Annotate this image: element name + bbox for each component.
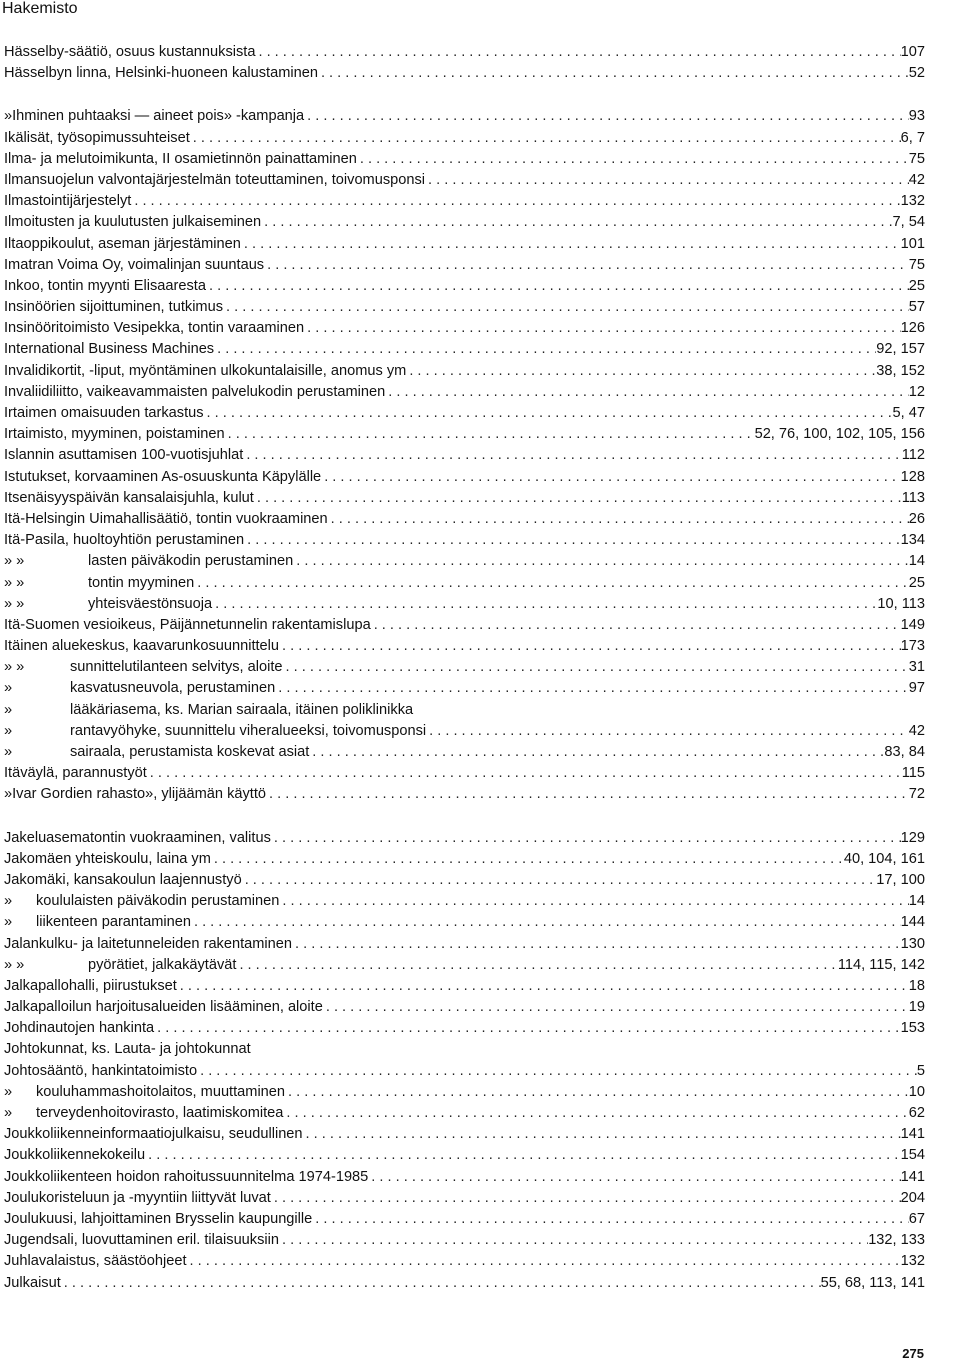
index-entry <box>4 934 925 955</box>
page-references: 52, 76, 100, 102, 105, 156 <box>754 426 925 443</box>
index-term: Jalkapalloilun harjoitusalueiden lisääminen, aloite <box>4 999 323 1016</box>
index-entry <box>4 318 925 339</box>
index-entry <box>4 424 925 445</box>
dot-leader <box>285 1082 909 1103</box>
dot-leader <box>223 297 909 318</box>
page-references: 57 <box>908 299 925 316</box>
page-references: 5 <box>916 1062 925 1079</box>
dot-leader <box>303 1124 901 1145</box>
page-references: 5, 47 <box>892 405 925 421</box>
index-term: Jakomäen yhteiskoulu, laina ym <box>4 850 211 867</box>
dot-leader <box>236 955 837 976</box>
index-term: Joukkoliikenteen hoidon rahoitussuunnitelma 1974-1985 <box>4 1168 369 1185</box>
index-entry <box>4 849 925 870</box>
dot-leader <box>254 488 902 509</box>
dot-leader <box>147 763 902 784</box>
index-term: Julkaisut <box>4 1274 61 1291</box>
index-term: Islannin asuttamisen 100-vuotisjuhlat <box>4 447 244 464</box>
index-entry <box>4 721 925 742</box>
index-entry <box>4 678 925 699</box>
page-references: 129 <box>900 829 925 846</box>
page-references: 67 <box>908 1210 925 1227</box>
page-references: 52 <box>908 65 925 82</box>
page-references: 18 <box>908 977 925 994</box>
index-term: pyörätiet, jalkakäytävät <box>88 956 237 973</box>
page-references: 141 <box>900 1126 925 1143</box>
page-references: 114, 115, 142 <box>837 956 925 973</box>
index-term: »Ihminen puhtaaksi — aineet pois» -kampanja <box>4 108 305 125</box>
page-references: 25 <box>908 574 925 591</box>
dot-leader <box>312 1209 909 1230</box>
dot-leader <box>406 361 876 382</box>
page-references: 132 <box>900 1253 925 1270</box>
page-references: 42 <box>908 171 925 188</box>
dot-leader <box>241 234 901 255</box>
index-term: Inkoo, tontin myynti Elisaaresta <box>4 277 206 294</box>
index-entry <box>4 170 925 191</box>
index-entry <box>4 955 925 976</box>
dot-leader <box>293 551 909 572</box>
page-references: 75 <box>908 256 925 273</box>
index-term: Ilmastointijärjestelyt <box>4 193 132 210</box>
dot-leader <box>271 828 901 849</box>
page-references: 72 <box>908 786 925 803</box>
index-term: Jugendsali, luovuttaminen eril. tilaisuuksiin <box>4 1232 279 1249</box>
index-entry <box>4 42 925 63</box>
page-references: 101 <box>900 235 925 252</box>
index-entry <box>4 1039 925 1060</box>
index-entry <box>4 1251 925 1272</box>
dot-leader <box>244 530 901 551</box>
dot-leader <box>243 445 901 466</box>
page-references: 144 <box>900 914 925 931</box>
index-term: Jalkapallohalli, piirustukset <box>4 977 177 994</box>
page-references: 19 <box>908 999 925 1016</box>
index-term: Ilma- ja melutoimikunta, II osamietinnön painattaminen <box>4 150 357 167</box>
page-references: 14 <box>908 893 925 910</box>
dot-leader <box>204 403 893 424</box>
index-term: Hässelbyn linna, Helsinki-huoneen kalustaminen <box>4 65 318 82</box>
index-entry <box>4 255 925 276</box>
index-entry <box>4 509 925 530</box>
page-references: 26 <box>908 510 925 527</box>
ditto-mark: » » <box>4 574 25 591</box>
index-entry <box>4 784 925 805</box>
ditto-mark: » » <box>4 553 25 570</box>
dot-leader <box>279 636 901 657</box>
index-term: Jakomäki, kansakoulun laajennustyö <box>4 871 242 888</box>
page-references: 93 <box>908 108 925 125</box>
index-term: Ilmansuojelun valvontajärjestelmän toteuttaminen, toivomusponsi <box>4 171 426 188</box>
index-entry <box>4 234 925 255</box>
index-entry <box>4 361 925 382</box>
ditto-mark: » <box>4 1105 13 1121</box>
index-term: Itä-Suomen vesioikeus, Päijännetunnelin rakentamislupa <box>4 616 371 633</box>
page-references: 17, 100 <box>876 871 925 888</box>
page-heading: Hakemisto <box>2 0 78 17</box>
index-entry <box>4 1061 925 1082</box>
index-term: kasvatusneuvola, perustaminen <box>70 680 276 697</box>
index-term: lasten päiväkodin perustaminen <box>88 553 294 570</box>
ditto-mark: » <box>4 893 13 910</box>
index-entry <box>4 997 925 1018</box>
index-entry <box>4 615 925 636</box>
index-term: Joulukoristeluun ja -myyntiin liittyvät luvat <box>4 1189 271 1206</box>
dot-leader <box>131 191 900 212</box>
index-term: sunnittelutilanteen selvitys, aloite <box>70 659 283 676</box>
page-references: 149 <box>900 616 925 633</box>
index-term: lääkäriasema, ks. Marian sairaala, itäinen poliklinikka <box>70 701 414 718</box>
page-references: 115 <box>901 765 925 782</box>
dot-leader <box>177 976 909 997</box>
page-number: 275 <box>902 1346 924 1361</box>
index-term: Insinööritoimisto Vesipekka, tontin varaaminen <box>4 320 305 337</box>
index-term: Johdinautojen hankinta <box>4 1020 155 1037</box>
index-entry <box>4 445 925 466</box>
index-term: Irtaimisto, myyminen, poistaminen <box>4 426 225 443</box>
index-entry <box>4 339 925 360</box>
page-references: 113 <box>901 489 925 506</box>
index-entry <box>4 1273 925 1294</box>
dot-leader <box>368 1167 900 1188</box>
index-term: kouluhammashoitolaitos, muuttaminen <box>36 1083 286 1100</box>
ditto-mark: » <box>4 680 13 697</box>
page-references: 14 <box>908 553 925 570</box>
index-entry <box>4 1209 925 1230</box>
index-entry <box>4 891 925 912</box>
index-entry <box>4 63 925 84</box>
dot-leader <box>321 467 900 488</box>
page-references: 134 <box>900 532 925 549</box>
page-references: 112 <box>901 447 925 464</box>
index-term: Invalidikortit, -liput, myöntäminen ulkokuntalaisille, anomus ym <box>4 362 407 379</box>
dot-leader <box>255 42 900 63</box>
page-references: 173 <box>900 638 925 655</box>
group-spacer <box>4 84 925 106</box>
index-entry <box>4 828 925 849</box>
index-entry <box>4 573 925 594</box>
page-references: 25 <box>908 277 925 294</box>
dot-leader <box>145 1145 900 1166</box>
page-references: 12 <box>908 383 925 400</box>
index-term: »Ivar Gordien rahasto», ylijäämän käyttö <box>4 786 267 803</box>
page-references: 83, 84 <box>884 744 925 760</box>
index-term: Johtosääntö, hankintatoimisto <box>4 1062 198 1079</box>
index-entry <box>4 212 925 233</box>
dot-leader <box>328 509 909 530</box>
index-term: Itä-Pasila, huoltoyhtiön perustaminen <box>4 532 245 549</box>
dot-leader <box>225 424 755 445</box>
index-term: Joukkoliikenneinformaatiojulkaisu, seudullinen <box>4 1126 303 1143</box>
dot-leader <box>242 870 877 891</box>
index-term: International Business Machines <box>4 341 215 358</box>
index-entry <box>4 657 925 678</box>
index-entry <box>4 976 925 997</box>
index-entry <box>4 403 925 424</box>
dot-leader <box>212 594 877 615</box>
index-term: Imatran Voima Oy, voimalinjan suuntaus <box>4 256 265 273</box>
page-references: 154 <box>900 1147 925 1164</box>
dot-leader <box>194 573 909 594</box>
index-term: Itsenäisyyspäivän kansalaisjuhla, kulut <box>4 489 254 506</box>
dot-leader <box>357 149 909 170</box>
index-term: Itäväylä, parannustyöt <box>4 765 147 782</box>
index-entry <box>4 382 925 403</box>
dot-leader <box>206 276 909 297</box>
page-references: 42 <box>908 722 925 739</box>
index-entry <box>4 1124 925 1145</box>
page-references: 132 <box>900 193 925 210</box>
dot-leader <box>271 1188 901 1209</box>
dot-leader <box>279 1230 868 1251</box>
page-references: 75 <box>908 150 925 167</box>
index-entry <box>4 530 925 551</box>
index-entry <box>4 1145 925 1166</box>
dot-leader <box>283 657 909 678</box>
page-references: 40, 104, 161 <box>843 850 925 867</box>
index-term: rantavyöhyke, suunnittelu viheralueeksi, toivomusponsi <box>70 722 427 739</box>
index-entry <box>4 149 925 170</box>
dot-leader <box>154 1018 901 1039</box>
index-term: Ikälisät, työsopimussuhteiset <box>4 129 190 146</box>
index-term: Jakeluasematontin vuokraaminen, valitus <box>4 829 271 846</box>
index-term: terveydenhoitovirasto, laatimiskomitea <box>36 1105 284 1121</box>
index-entry <box>4 870 925 891</box>
index-entry <box>4 297 925 318</box>
dot-leader <box>275 678 909 699</box>
page-references: 55, 68, 113, 141 <box>820 1274 925 1291</box>
page-references: 141 <box>900 1168 925 1185</box>
dot-leader <box>266 784 909 805</box>
page-references: 153 <box>900 1020 925 1037</box>
dot-leader <box>279 891 908 912</box>
page-references: 126 <box>900 320 925 337</box>
index-entry <box>4 106 925 127</box>
ditto-mark: » <box>4 914 13 931</box>
index-list <box>4 42 925 1294</box>
index-term: Iltaoppikoulut, aseman järjestäminen <box>4 235 241 252</box>
index-term: Insinöörien sijoittuminen, tutkimus <box>4 299 224 316</box>
index-entry <box>4 467 925 488</box>
dot-leader <box>211 849 844 870</box>
index-term: Itä-Helsingin Uimahallisäätiö, tontin vuokraaminen <box>4 510 328 527</box>
group-spacer <box>4 806 925 828</box>
index-entry <box>4 912 925 933</box>
dot-leader <box>371 615 901 636</box>
dot-leader <box>426 721 909 742</box>
page-references: 132, 133 <box>868 1232 925 1249</box>
page-references: 62 <box>908 1105 925 1121</box>
index-entry <box>4 636 925 657</box>
index-entry <box>4 700 925 721</box>
dot-leader <box>304 318 901 339</box>
page-references: 38, 152 <box>876 362 925 379</box>
index-entry <box>4 128 925 149</box>
page-references: 128 <box>900 468 925 485</box>
index-term: Invaliidiliitto, vaikeavammaisten palvelukodin perustaminen <box>4 383 386 400</box>
index-term: tontin myyminen <box>88 574 195 591</box>
index-entry <box>4 1103 925 1124</box>
dot-leader <box>323 997 909 1018</box>
page-references: 97 <box>908 680 925 697</box>
index-term: Itäinen aluekeskus, kaavarunkosuunnittelu <box>4 638 280 655</box>
dot-leader <box>304 106 909 127</box>
index-entry <box>4 488 925 509</box>
index-term: Jalankulku- ja laitetunneleiden rakentaminen <box>4 935 293 952</box>
page-references: 92, 157 <box>876 341 925 358</box>
dot-leader <box>283 1103 908 1124</box>
page-references: 204 <box>900 1189 925 1206</box>
index-term: liikenteen parantaminen <box>36 914 191 931</box>
index-term: yhteisväestönsuoja <box>88 595 213 612</box>
dot-leader <box>318 63 909 84</box>
index-entry <box>4 191 925 212</box>
dot-leader <box>425 170 909 191</box>
ditto-mark: » » <box>4 595 25 612</box>
index-entry <box>4 551 925 572</box>
dot-leader <box>190 128 901 149</box>
dot-leader <box>191 912 901 933</box>
index-entry <box>4 594 925 615</box>
index-term: Joukkoliikennekokeilu <box>4 1147 146 1164</box>
ditto-mark: » » <box>4 659 25 676</box>
index-entry <box>4 1188 925 1209</box>
index-term: Joulukuusi, lahjoittaminen Brysselin kaupungille <box>4 1210 313 1227</box>
dot-leader <box>292 934 901 955</box>
index-entry <box>4 1230 925 1251</box>
index-entry <box>4 1018 925 1039</box>
dot-leader <box>187 1251 901 1272</box>
dot-leader <box>214 339 876 360</box>
index-entry <box>4 276 925 297</box>
index-term: Juhlavalaistus, säästöohjeet <box>4 1253 187 1270</box>
page-references: 31 <box>908 659 925 676</box>
dot-leader <box>264 255 909 276</box>
page-references: 6, 7 <box>900 129 925 146</box>
index-term: Istutukset, korvaaminen As-osuuskunta Käpylälle <box>4 468 322 485</box>
index-term: Ilmoitusten ja kuulutusten julkaiseminen <box>4 214 262 231</box>
page-references: 10, 113 <box>877 595 925 612</box>
ditto-mark: » » <box>4 956 25 973</box>
dot-leader <box>385 382 909 403</box>
index-entry <box>4 763 925 784</box>
page-references: 130 <box>900 935 925 952</box>
ditto-mark: » <box>4 1083 13 1100</box>
dot-leader <box>261 212 892 233</box>
ditto-mark: » <box>4 722 13 739</box>
ditto-mark: » <box>4 744 13 760</box>
index-term: Irtaimen omaisuuden tarkastus <box>4 405 204 421</box>
index-entry <box>4 1082 925 1103</box>
page-references: 7, 54 <box>892 214 925 231</box>
index-entry <box>4 1167 925 1188</box>
index-entry <box>4 742 925 763</box>
index-term: koululaisten päiväkodin perustaminen <box>36 893 280 910</box>
index-term: Johtokunnat, ks. Lauta- ja johtokunnat <box>4 1041 251 1058</box>
dot-leader <box>197 1061 917 1082</box>
index-term: sairaala, perustamista koskevat asiat <box>70 744 310 760</box>
index-term: Hässelby-säätiö, osuus kustannuksista <box>4 44 256 60</box>
ditto-mark: » <box>4 701 13 718</box>
page-references: 107 <box>900 44 925 60</box>
page-references: 10 <box>908 1083 925 1100</box>
dot-leader <box>61 1273 821 1294</box>
dot-leader <box>309 742 884 763</box>
